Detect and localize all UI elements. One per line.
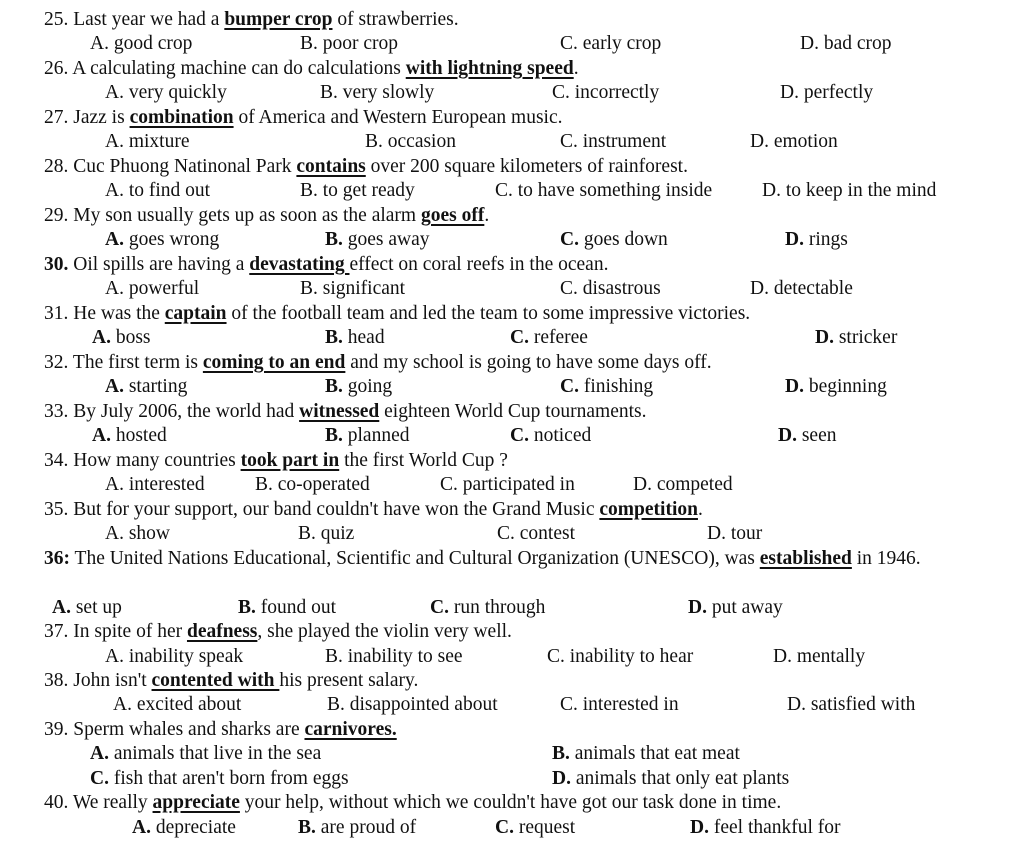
- option-text: fish that aren't born from eggs: [108, 768, 349, 789]
- option-text: goes down: [578, 229, 668, 250]
- option-text: starting: [123, 376, 188, 397]
- option-letter: A.: [52, 597, 71, 618]
- answer-option[interactable]: C. instrument: [560, 131, 667, 152]
- option-letter: B.: [298, 817, 316, 838]
- answer-options-row: [0, 228, 1024, 253]
- question-stem: [44, 253, 1024, 278]
- question-number: 31.: [44, 303, 69, 324]
- question-text: .: [484, 205, 490, 226]
- option-text: depreciate: [150, 817, 236, 838]
- answer-option[interactable]: [90, 767, 349, 792]
- question-text: We really: [72, 792, 153, 813]
- question-text: John isn't: [73, 670, 152, 691]
- answer-option[interactable]: [238, 596, 336, 621]
- highlighted-phrase: goes off: [420, 205, 485, 226]
- question-text: the first World Cup ?: [339, 450, 508, 471]
- option-letter: C.: [560, 229, 579, 250]
- option-text: planned: [342, 425, 410, 446]
- answer-option[interactable]: A. good crop: [90, 33, 193, 54]
- option-letter: A.: [92, 327, 111, 348]
- answer-option[interactable]: [785, 375, 887, 400]
- question-number: 26.: [44, 58, 69, 79]
- question-text: over 200 square kilometers of rainforest.: [365, 156, 688, 177]
- answer-option[interactable]: B. occasion: [365, 131, 456, 152]
- answer-option[interactable]: B. very slowly: [320, 82, 435, 103]
- answer-options-row: [0, 816, 1024, 841]
- answer-option[interactable]: D. emotion: [750, 131, 838, 152]
- question-text: The United Nations Educational, Scientific and Cultural Organization (UNESCO), was: [74, 548, 760, 569]
- answer-options-row: [0, 179, 1024, 204]
- answer-options-row: [0, 424, 1024, 449]
- question-text: .: [573, 58, 579, 79]
- question-number: 29.: [44, 205, 69, 226]
- highlighted-phrase: captain: [164, 303, 227, 324]
- answer-options-row: [0, 326, 1024, 351]
- question-number: 38.: [44, 670, 69, 691]
- option-text: put away: [706, 597, 783, 618]
- question-text: of the football team and led the team to some impressive victories.: [226, 303, 751, 324]
- option-letter: A.: [92, 425, 111, 446]
- question-text: The first term is: [72, 352, 203, 373]
- option-letter: C.: [430, 597, 449, 618]
- answer-option[interactable]: [92, 424, 167, 449]
- option-letter: D.: [785, 229, 804, 250]
- option-text: stricker: [833, 327, 898, 348]
- answer-option[interactable]: C. incorrectly: [552, 82, 660, 103]
- question-number: 34.: [44, 450, 69, 471]
- answer-option[interactable]: C. contest: [497, 523, 575, 544]
- answer-option[interactable]: [688, 596, 783, 621]
- question-number: 27.: [44, 107, 69, 128]
- option-letter: A.: [90, 743, 109, 764]
- highlighted-phrase: appreciate: [152, 792, 240, 813]
- question-text: , she played the violin very well.: [257, 621, 512, 642]
- option-letter: D.: [778, 425, 797, 446]
- answer-option[interactable]: A. to find out: [105, 180, 211, 201]
- answer-options-row: [0, 81, 1024, 106]
- question-text: My son usually gets up as soon as the alarm: [73, 205, 421, 226]
- answer-options-row: [0, 32, 1024, 57]
- answer-option[interactable]: [92, 326, 151, 351]
- question-text: .: [697, 499, 703, 520]
- answer-option[interactable]: C. participated in: [440, 474, 575, 495]
- option-text: animals that only eat plants: [570, 768, 790, 789]
- highlighted-phrase: established: [759, 548, 852, 569]
- highlighted-phrase: coming to an end: [202, 352, 346, 373]
- answer-option[interactable]: [132, 816, 236, 841]
- option-letter: C.: [495, 817, 514, 838]
- answer-option[interactable]: A. interested: [105, 474, 205, 495]
- option-letter: D.: [815, 327, 834, 348]
- option-letter: B.: [325, 425, 343, 446]
- question-number: 36:: [44, 548, 70, 569]
- option-letter: B.: [552, 743, 570, 764]
- answer-option[interactable]: [552, 742, 740, 767]
- question-text: Last year we had a: [73, 9, 225, 30]
- question-text: effect on coral reefs in the ocean.: [349, 254, 609, 275]
- question-text: Cuc Phuong Natinonal Park: [73, 156, 297, 177]
- answer-option[interactable]: [815, 326, 897, 351]
- question-text: A calculating machine can do calculations: [72, 58, 406, 79]
- question-stem: [44, 547, 968, 572]
- question-text: But for your support, our band couldn't have won the Grand Music: [73, 499, 600, 520]
- option-text: boss: [110, 327, 151, 348]
- question-stem: [44, 302, 1024, 327]
- option-letter: A.: [105, 229, 124, 250]
- option-text: finishing: [578, 376, 654, 397]
- answer-option[interactable]: D. satisfied with: [787, 694, 916, 715]
- answer-option[interactable]: [105, 228, 219, 253]
- answer-option[interactable]: D. bad crop: [800, 33, 892, 54]
- highlighted-phrase: deafness: [186, 621, 258, 642]
- question-number: 39.: [44, 719, 69, 740]
- answer-option[interactable]: A. very quickly: [105, 82, 227, 103]
- answer-option[interactable]: [430, 596, 545, 621]
- answer-option[interactable]: C. to have something inside: [495, 180, 713, 201]
- answer-option[interactable]: B. significant: [300, 278, 406, 299]
- answer-option[interactable]: D. to keep in the mind: [762, 180, 937, 201]
- option-letter: A.: [132, 817, 151, 838]
- question-text: By July 2006, the world had: [73, 401, 300, 422]
- answer-option[interactable]: [52, 596, 122, 621]
- question-stem: [44, 791, 1024, 816]
- question-number: 40.: [44, 792, 69, 813]
- answer-options-row: [0, 645, 1024, 670]
- question-text: of America and Western European music.: [233, 107, 563, 128]
- question-stem: [44, 620, 1024, 645]
- question-text: In spite of her: [73, 621, 187, 642]
- answer-options-row: [0, 130, 1024, 155]
- option-text: rings: [803, 229, 848, 250]
- question-number: 32.: [44, 352, 69, 373]
- option-letter: D.: [688, 597, 707, 618]
- question-text: Sperm whales and sharks are: [73, 719, 305, 740]
- question-text: his present salary.: [279, 670, 419, 691]
- option-letter: C.: [560, 376, 579, 397]
- answer-option[interactable]: [560, 228, 668, 253]
- answer-option[interactable]: D. mentally: [773, 646, 866, 667]
- answer-option[interactable]: B. inability to see: [325, 646, 463, 667]
- option-letter: B.: [238, 597, 256, 618]
- option-text: animals that live in the sea: [108, 743, 322, 764]
- option-text: referee: [528, 327, 588, 348]
- question-stem: [44, 498, 1024, 523]
- answer-options-row: [0, 767, 1024, 792]
- answer-options-row: [0, 693, 1024, 718]
- option-text: going: [342, 376, 393, 397]
- answer-option[interactable]: D. competed: [633, 474, 733, 495]
- answer-option[interactable]: A. show: [105, 523, 171, 544]
- highlighted-phrase: witnessed: [299, 401, 380, 422]
- option-letter: C.: [510, 327, 529, 348]
- answer-option[interactable]: [325, 424, 410, 449]
- question-number: 25.: [44, 9, 69, 30]
- answer-option[interactable]: A. powerful: [105, 278, 200, 299]
- option-text: request: [513, 817, 576, 838]
- answer-option[interactable]: [325, 228, 430, 253]
- question-number: 30.: [44, 254, 69, 275]
- answer-option[interactable]: [325, 375, 392, 400]
- answer-option[interactable]: [325, 326, 385, 351]
- question-text: Oil spills are having a: [73, 254, 250, 275]
- option-letter: C.: [510, 425, 529, 446]
- answer-option[interactable]: B. disappointed about: [327, 694, 498, 715]
- answer-option[interactable]: C. interested in: [560, 694, 679, 715]
- answer-option[interactable]: D. tour: [707, 523, 763, 544]
- answer-option[interactable]: [560, 375, 653, 400]
- answer-option[interactable]: C. disastrous: [560, 278, 661, 299]
- question-number: 35.: [44, 499, 69, 520]
- answer-options-row: [0, 522, 1024, 547]
- option-text: beginning: [803, 376, 887, 397]
- question-text: of strawberries.: [332, 9, 459, 30]
- highlighted-phrase: took part in: [240, 450, 340, 471]
- question-number: 37.: [44, 621, 69, 642]
- question-stem: [44, 106, 1024, 131]
- answer-option[interactable]: B. quiz: [298, 523, 355, 544]
- question-text: eighteen World Cup tournaments.: [379, 401, 647, 422]
- highlighted-phrase: with lightning speed: [405, 58, 574, 79]
- highlighted-phrase: devastating: [249, 254, 350, 275]
- answer-option[interactable]: [552, 767, 789, 792]
- option-text: feel thankful for: [708, 817, 841, 838]
- answer-option[interactable]: C. inability to hear: [547, 646, 694, 667]
- answer-option[interactable]: D. perfectly: [780, 82, 874, 103]
- question-stem: [44, 351, 1024, 376]
- option-letter: A.: [105, 376, 124, 397]
- answer-option[interactable]: [785, 228, 848, 253]
- highlighted-phrase: contented with: [151, 670, 280, 691]
- question-stem: [44, 57, 1024, 82]
- highlighted-phrase: contains: [296, 156, 366, 177]
- highlighted-phrase: bumper crop: [224, 9, 333, 30]
- question-stem: [44, 204, 1024, 229]
- option-text: noticed: [528, 425, 592, 446]
- option-text: are proud of: [315, 817, 417, 838]
- answer-option[interactable]: D. detectable: [750, 278, 853, 299]
- question-stem: [44, 8, 1024, 33]
- question-number: 28.: [44, 156, 69, 177]
- question-text: Jazz is: [73, 107, 130, 128]
- option-letter: B.: [325, 327, 343, 348]
- option-letter: D.: [785, 376, 804, 397]
- option-text: animals that eat meat: [569, 743, 740, 764]
- option-letter: B.: [325, 229, 343, 250]
- option-text: head: [342, 327, 385, 348]
- answer-options-row: [0, 596, 1024, 621]
- question-stem: [44, 449, 1024, 474]
- question-text: your help, without which we couldn't have got our task done in time.: [239, 792, 782, 813]
- answer-option[interactable]: A. mixture: [105, 131, 190, 152]
- option-text: goes wrong: [123, 229, 220, 250]
- answer-option[interactable]: B. to get ready: [300, 180, 415, 201]
- answer-options-row: [0, 742, 1024, 767]
- answer-option[interactable]: [510, 326, 588, 351]
- answer-option[interactable]: [105, 375, 187, 400]
- answer-option[interactable]: A. inability speak: [105, 646, 244, 667]
- question-text: and my school is going to have some days off.: [345, 352, 712, 373]
- answer-options-row: [0, 473, 1024, 498]
- highlighted-phrase: carnivores.: [304, 719, 397, 740]
- option-text: seen: [796, 425, 837, 446]
- answer-options-row: [0, 375, 1024, 400]
- answer-option[interactable]: C. early crop: [560, 33, 662, 54]
- answer-option[interactable]: [510, 424, 591, 449]
- answer-option[interactable]: [298, 816, 416, 841]
- question-text: How many countries: [73, 450, 241, 471]
- question-stem: [44, 400, 1024, 425]
- option-text: run through: [448, 597, 546, 618]
- option-text: set up: [70, 597, 122, 618]
- question-stem: [44, 669, 1024, 694]
- question-stem: [44, 155, 1024, 180]
- question-stem: [44, 718, 1024, 743]
- question-text: in 1946.: [851, 548, 921, 569]
- question-text: He was the: [73, 303, 165, 324]
- option-text: found out: [255, 597, 337, 618]
- answer-option[interactable]: [495, 816, 575, 841]
- option-text: goes away: [342, 229, 430, 250]
- answer-option[interactable]: [90, 742, 321, 767]
- answer-option[interactable]: B. co-operated: [255, 474, 370, 495]
- answer-options-row: [0, 277, 1024, 302]
- highlighted-phrase: competition: [599, 499, 698, 520]
- option-letter: D.: [690, 817, 709, 838]
- answer-option[interactable]: A. excited about: [113, 694, 242, 715]
- option-text: hosted: [110, 425, 167, 446]
- option-letter: B.: [325, 376, 343, 397]
- question-number: 33.: [44, 401, 69, 422]
- answer-option[interactable]: B. poor crop: [300, 33, 399, 54]
- highlighted-phrase: combination: [129, 107, 234, 128]
- answer-option[interactable]: [778, 424, 837, 449]
- option-letter: D.: [552, 768, 571, 789]
- answer-option[interactable]: [690, 816, 841, 841]
- option-letter: C.: [90, 768, 109, 789]
